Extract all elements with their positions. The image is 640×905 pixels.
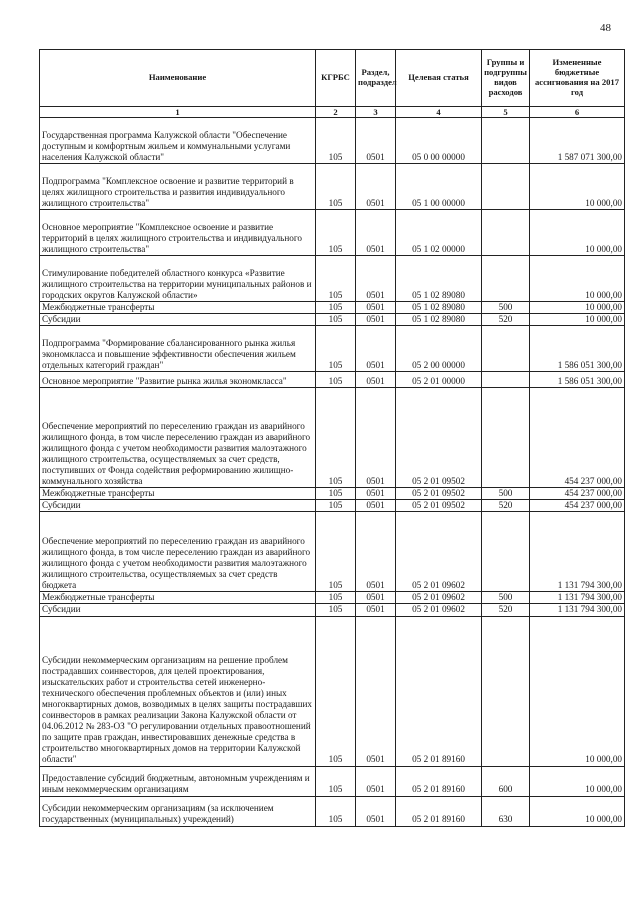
row-kgrbs: 105	[316, 314, 356, 326]
row-expense-group: 520	[482, 604, 530, 616]
row-amount: 1 586 051 300,00	[530, 372, 625, 388]
row-section: 0501	[356, 372, 396, 388]
row-name: Обеспечение мероприятий по переселению граждан из аварийного жилищного фонда, в том числе переселению граждан из аварийного жилищного фонда с учетом необходимости развития малоэтажного жилищного строительства, осуществляемых за счет средств, поступивших от Фонда содействия реформированию жилищно-коммунального хозяйства	[40, 388, 316, 488]
column-number: 4	[396, 107, 482, 118]
budget-table	[39, 49, 625, 827]
table-row	[40, 488, 625, 500]
table-row	[40, 118, 625, 164]
row-expense-group: 500	[482, 592, 530, 604]
row-expense-group: 500	[482, 488, 530, 500]
row-section: 0501	[356, 302, 396, 314]
header-name: Наименование	[40, 50, 316, 107]
row-section: 0501	[356, 326, 396, 372]
table-row	[40, 372, 625, 388]
header-target: Целевая статья	[396, 50, 482, 107]
row-target-article: 05 1 02 89080	[396, 314, 482, 326]
row-target-article: 05 1 00 00000	[396, 164, 482, 210]
row-name: Субсидии некоммерческим организациям (за исключением государственных (муниципальных) учреждений)	[40, 796, 316, 826]
row-section: 0501	[356, 118, 396, 164]
row-amount: 454 237 000,00	[530, 388, 625, 488]
row-section: 0501	[356, 766, 396, 796]
row-kgrbs: 105	[316, 256, 356, 302]
row-section: 0501	[356, 164, 396, 210]
column-number: 5	[482, 107, 530, 118]
row-kgrbs: 105	[316, 616, 356, 766]
row-kgrbs: 105	[316, 372, 356, 388]
row-expense-group	[482, 164, 530, 210]
row-section: 0501	[356, 256, 396, 302]
row-section: 0501	[356, 604, 396, 616]
row-name: Основное мероприятие "Комплексное освоение и развитие территорий в целях жилищного строительства и индивидуального жилищного строительства"	[40, 210, 316, 256]
row-name: Субсидии некоммерческим организациям на решение проблем пострадавших соинвесторов, для целей проектирования, изыскательских работ и строительства сетей инженерно-технического обеспечения проблемных объектов и (или) иных многоквартирных домов, возводимых в целях защиты пострадавших соинвесторов в рамках реализации Закона Калужской области от 04.06.2012 № 283-ОЗ "О регулировании отдельных правоотношений по защите прав граждан, инвестировавших денежные средства в строительство многоквартирных домов на территории Калужской области"	[40, 616, 316, 766]
row-name: Субсидии	[40, 604, 316, 616]
row-name: Межбюджетные трансферты	[40, 488, 316, 500]
row-kgrbs: 105	[316, 164, 356, 210]
row-name: Предоставление субсидий бюджетным, автономным учреждениям и иным некоммерческим организациям	[40, 766, 316, 796]
row-section: 0501	[356, 488, 396, 500]
row-expense-group	[482, 512, 530, 592]
row-target-article: 05 2 00 00000	[396, 326, 482, 372]
page-number: 48	[600, 22, 611, 34]
column-number: 6	[530, 107, 625, 118]
row-section: 0501	[356, 512, 396, 592]
row-kgrbs: 105	[316, 512, 356, 592]
row-target-article: 05 2 01 89160	[396, 796, 482, 826]
table-row	[40, 326, 625, 372]
row-section: 0501	[356, 500, 396, 512]
row-amount: 10 000,00	[530, 302, 625, 314]
table-row	[40, 512, 625, 592]
header-section: Раздел, подраздел	[356, 50, 396, 107]
row-amount: 10 000,00	[530, 164, 625, 210]
table-row	[40, 164, 625, 210]
row-section: 0501	[356, 616, 396, 766]
row-section: 0501	[356, 210, 396, 256]
row-target-article: 05 2 01 89160	[396, 616, 482, 766]
table-row	[40, 500, 625, 512]
row-name: Межбюджетные трансферты	[40, 592, 316, 604]
row-amount: 10 000,00	[530, 796, 625, 826]
row-kgrbs: 105	[316, 302, 356, 314]
row-target-article: 05 1 02 89080	[396, 256, 482, 302]
header-kgrbs: КГРБС	[316, 50, 356, 107]
row-kgrbs: 105	[316, 488, 356, 500]
row-expense-group: 630	[482, 796, 530, 826]
row-amount: 10 000,00	[530, 766, 625, 796]
table-row	[40, 210, 625, 256]
table-row	[40, 796, 625, 826]
row-kgrbs: 105	[316, 118, 356, 164]
row-expense-group	[482, 372, 530, 388]
table-row	[40, 256, 625, 302]
row-kgrbs: 105	[316, 500, 356, 512]
row-target-article: 05 1 02 00000	[396, 210, 482, 256]
row-target-article: 05 2 01 09502	[396, 488, 482, 500]
row-expense-group: 520	[482, 500, 530, 512]
header-group: Группы и подгруппы видов расходов	[482, 50, 530, 107]
row-expense-group	[482, 256, 530, 302]
header-amount: Измененные бюджетные ассигнования на 2017 год	[530, 50, 625, 107]
row-expense-group	[482, 326, 530, 372]
row-section: 0501	[356, 592, 396, 604]
row-name: Подпрограмма "Формирование сбалансированного рынка жилья экономкласса и повышение эффективности обеспечения жильем отдельных категорий граждан"	[40, 326, 316, 372]
table-row	[40, 616, 625, 766]
row-expense-group	[482, 388, 530, 488]
row-expense-group: 500	[482, 302, 530, 314]
row-kgrbs: 105	[316, 592, 356, 604]
row-expense-group	[482, 118, 530, 164]
row-target-article: 05 2 01 09602	[396, 592, 482, 604]
table-row	[40, 302, 625, 314]
row-amount: 454 237 000,00	[530, 500, 625, 512]
row-expense-group: 600	[482, 766, 530, 796]
column-number: 1	[40, 107, 316, 118]
row-kgrbs: 105	[316, 796, 356, 826]
row-name: Стимулирование победителей областного конкурса «Развитие жилищного строительства на территории муниципальных районов и городских округов Калужской области»	[40, 256, 316, 302]
row-amount: 1 131 794 300,00	[530, 512, 625, 592]
row-target-article: 05 2 01 00000	[396, 372, 482, 388]
row-amount: 10 000,00	[530, 314, 625, 326]
row-amount: 1 586 051 300,00	[530, 326, 625, 372]
column-number: 2	[316, 107, 356, 118]
row-target-article: 05 2 01 09502	[396, 500, 482, 512]
row-expense-group	[482, 616, 530, 766]
table-row	[40, 766, 625, 796]
row-amount: 454 237 000,00	[530, 488, 625, 500]
row-amount: 1 587 071 300,00	[530, 118, 625, 164]
row-target-article: 05 2 01 09602	[396, 512, 482, 592]
row-target-article: 05 2 01 89160	[396, 766, 482, 796]
row-kgrbs: 105	[316, 210, 356, 256]
row-expense-group	[482, 210, 530, 256]
row-kgrbs: 105	[316, 604, 356, 616]
row-kgrbs: 105	[316, 326, 356, 372]
row-target-article: 05 2 01 09502	[396, 388, 482, 488]
row-amount: 10 000,00	[530, 210, 625, 256]
row-name: Субсидии	[40, 314, 316, 326]
row-amount: 10 000,00	[530, 256, 625, 302]
row-expense-group: 520	[482, 314, 530, 326]
column-number-row	[40, 107, 625, 118]
row-amount: 1 131 794 300,00	[530, 592, 625, 604]
row-target-article: 05 2 01 09602	[396, 604, 482, 616]
table-header-row	[40, 50, 625, 107]
row-name: Межбюджетные трансферты	[40, 302, 316, 314]
table-row	[40, 592, 625, 604]
row-name: Основное мероприятие "Развитие рынка жилья экономкласса"	[40, 372, 316, 388]
row-target-article: 05 0 00 00000	[396, 118, 482, 164]
row-amount: 10 000,00	[530, 616, 625, 766]
row-kgrbs: 105	[316, 388, 356, 488]
row-name: Государственная программа Калужской области "Обеспечение доступным и комфортным жильем и коммунальными услугами населения Калужской области"	[40, 118, 316, 164]
column-number: 3	[356, 107, 396, 118]
row-section: 0501	[356, 314, 396, 326]
table-row	[40, 388, 625, 488]
row-section: 0501	[356, 388, 396, 488]
row-kgrbs: 105	[316, 766, 356, 796]
row-name: Обеспечение мероприятий по переселению граждан из аварийного жилищного фонда, в том числе переселению граждан из аварийного жилищного фонда с учетом необходимости развития малоэтажного жилищного строительства, осуществляемых за счет средств бюджета	[40, 512, 316, 592]
row-target-article: 05 1 02 89080	[396, 302, 482, 314]
row-name: Субсидии	[40, 500, 316, 512]
row-name: Подпрограмма "Комплексное освоение и развитие территорий в целях жилищного строительства и развития индивидуального жилищного строительства"	[40, 164, 316, 210]
table-row	[40, 604, 625, 616]
row-section: 0501	[356, 796, 396, 826]
table-row	[40, 314, 625, 326]
row-amount: 1 131 794 300,00	[530, 604, 625, 616]
